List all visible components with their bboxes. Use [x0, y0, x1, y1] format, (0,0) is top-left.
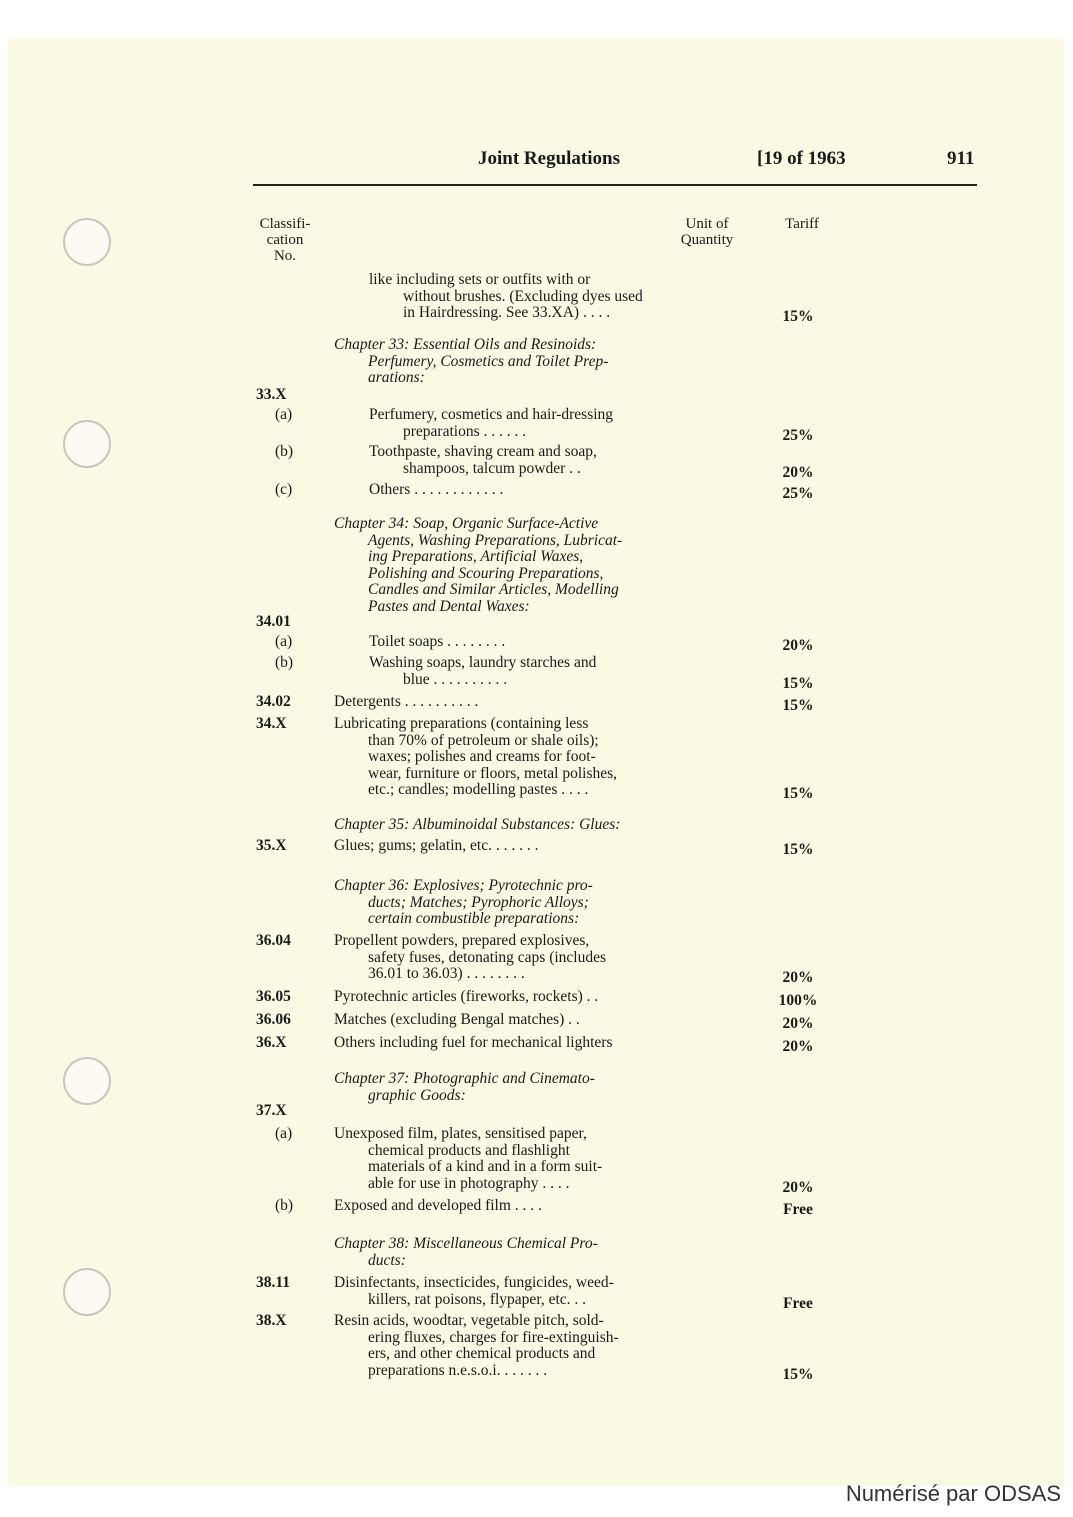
chapter-title	[334, 1236, 660, 1269]
description-line: Perfumery, Cosmetics and Toilet Prep-	[368, 352, 609, 370]
classification-number: 33.X	[256, 386, 287, 403]
description-line: preparations n.e.s.o.i. . . . . . .	[368, 1361, 548, 1379]
description-line: Chapter 36: Explosives; Pyrotechnic pro-	[334, 877, 593, 894]
description-line: 36.01 to 36.03) . . . . . . . .	[368, 965, 525, 982]
description-line: Toilet soaps . . . . . . . .	[369, 633, 506, 650]
punch-hole	[63, 420, 111, 468]
item-description	[334, 1126, 660, 1192]
tariff-value: 25%	[782, 426, 814, 444]
item-description	[334, 694, 660, 711]
description-line: shampoos, talcum powder . .	[403, 459, 581, 477]
item-description	[369, 407, 661, 440]
tariff-value: Free	[783, 1294, 813, 1312]
tariff-value: 20%	[782, 969, 814, 986]
item-description	[369, 482, 661, 499]
item-description	[369, 444, 661, 477]
description-line: Agents, Washing Preparations, Lubricat-	[368, 531, 623, 549]
description-line: Disinfectants, insecticides, fungicides, weed-	[334, 1274, 614, 1291]
description-line: killers, rat poisons, flypaper, etc. . .	[368, 1290, 587, 1308]
digitisation-credit: Numérisé par ODSAS	[845, 1481, 1061, 1506]
description-line: ducts; Matches; Pyrophoric Alloys;	[368, 893, 589, 911]
description-line: Polishing and Scouring Preparations,	[368, 564, 604, 582]
description-line: Lubricating preparations (containing less	[334, 715, 589, 732]
description-line: Propellent powders, prepared explosives,	[334, 932, 590, 949]
item-description	[334, 1012, 660, 1029]
description-line: able for use in photography . . . .	[368, 1174, 570, 1192]
item-description	[334, 1198, 660, 1215]
description-line: Chapter 33: Essential Oils and Resinoids:	[334, 336, 597, 353]
classification-number: 36.04	[256, 932, 291, 949]
description-line: Resin acids, woodtar, vegetable pitch, sold-	[334, 1312, 604, 1329]
chapter-title	[334, 817, 660, 834]
description-line: wear, furniture or floors, metal polishes,	[368, 764, 618, 782]
sub-item-label: (c)	[275, 481, 293, 498]
item-description	[369, 634, 661, 651]
description-line: ing Preparations, Artificial Waxes,	[368, 548, 584, 565]
description-line: Others . . . . . . . . . . . .	[369, 481, 504, 498]
item-description	[369, 272, 661, 322]
item-description	[369, 655, 661, 688]
tariff-value: 15%	[782, 697, 814, 714]
tariff-value: 25%	[782, 485, 814, 502]
classification-number: 36.X	[256, 1034, 287, 1051]
classification-number: 38.X	[256, 1312, 287, 1329]
description-line: blue . . . . . . . . . .	[403, 670, 508, 688]
description-line: Pastes and Dental Waxes:	[368, 597, 530, 615]
col-header-tariff: Tariff	[785, 216, 819, 232]
description-line: materials of a kind and in a form suit-	[368, 1158, 603, 1175]
classification-number: 36.05	[256, 988, 291, 1005]
description-line: in Hairdressing. See 33.XA) . . . .	[403, 304, 611, 321]
description-line: preparations . . . . . .	[403, 422, 527, 440]
item-description	[334, 1035, 660, 1052]
description-line: safety fuses, detonating caps (includes	[368, 948, 607, 966]
tariff-value: 20%	[782, 1015, 814, 1032]
tariff-value: 20%	[782, 1038, 814, 1055]
classification-number: 35.X	[256, 837, 287, 854]
classification-number: 36.06	[256, 1011, 291, 1028]
description-line: chemical products and flashlight	[368, 1141, 570, 1159]
item-description	[334, 1313, 660, 1379]
tariff-value: 20%	[782, 1178, 814, 1196]
sub-item-label: (b)	[275, 654, 294, 671]
col-header-unit: Unit of Quantity	[680, 216, 734, 248]
description-line: Chapter 37: Photographic and Cinemato-	[334, 1070, 595, 1087]
description-line: Unexposed film, plates, sensitised paper,	[334, 1125, 587, 1142]
description-line: Matches (excluding Bengal matches) . .	[334, 1011, 580, 1028]
description-line: ducts:	[368, 1251, 406, 1269]
classification-number: 38.11	[256, 1274, 291, 1291]
tariff-value: 20%	[782, 463, 814, 481]
chapter-title	[334, 516, 660, 615]
description-line: without brushes. (Excluding dyes used	[403, 287, 643, 305]
description-line: Toothpaste, shaving cream and soap,	[369, 443, 597, 460]
description-line: Glues; gums; gelatin, etc. . . . . . .	[334, 837, 539, 854]
description-line: like including sets or outfits with or	[369, 271, 591, 288]
tariff-value: 15%	[782, 674, 814, 692]
description-line: ers, and other chemical products and	[368, 1345, 596, 1362]
description-line: than 70% of petroleum or shale oils);	[368, 731, 599, 749]
sub-item-label: (a)	[275, 406, 293, 423]
sub-item-label: (a)	[275, 633, 293, 650]
description-line: Chapter 38: Miscellaneous Chemical Pro-	[334, 1235, 598, 1252]
chapter-title	[334, 1071, 660, 1104]
classification-number: 37.X	[256, 1102, 287, 1119]
chapter-title	[334, 878, 660, 928]
classification-number: 34.X	[256, 715, 287, 732]
tariff-value: 15%	[782, 1365, 814, 1383]
item-description	[334, 838, 660, 855]
punch-hole	[63, 1268, 111, 1316]
description-line: Candles and Similar Articles, Modelling	[368, 581, 619, 598]
item-description	[334, 933, 660, 983]
description-line: Chapter 34: Soap, Organic Surface-Active	[334, 515, 599, 532]
item-description	[334, 1275, 660, 1308]
page-number: 911	[947, 148, 975, 169]
sub-item-label: (b)	[275, 1197, 294, 1214]
tariff-value: 15%	[782, 785, 814, 802]
classification-number: 34.02	[256, 693, 291, 710]
sub-item-label: (b)	[275, 443, 294, 460]
punch-hole	[63, 1057, 111, 1105]
tariff-value: Free	[783, 1201, 813, 1218]
act-reference: [19 of 1963	[757, 148, 846, 169]
description-line: Exposed and developed film . . . .	[334, 1197, 542, 1214]
description-line: Perfumery, cosmetics and hair-dressing	[369, 406, 614, 423]
tariff-value: 15%	[782, 841, 814, 858]
description-line: Chapter 35: Albuminoidal Substances: Glues:	[334, 816, 621, 833]
tariff-value: 20%	[782, 637, 814, 654]
description-line: arations:	[368, 369, 425, 386]
description-line: Washing soaps, laundry starches and	[369, 654, 597, 671]
item-description	[334, 989, 660, 1006]
description-line: waxes; polishes and creams for foot-	[368, 748, 596, 765]
sub-item-label: (a)	[275, 1125, 293, 1142]
tariff-value: 15%	[782, 308, 814, 325]
description-line: Detergents . . . . . . . . . .	[334, 693, 479, 710]
punch-hole	[63, 218, 111, 266]
description-line: ering fluxes, charges for fire-extinguish-	[368, 1328, 619, 1346]
chapter-title	[334, 337, 660, 387]
tariff-value: 100%	[778, 992, 818, 1009]
description-line: Others including fuel for mechanical lighters	[334, 1034, 613, 1051]
classification-number: 34.01	[256, 613, 291, 630]
description-line: etc.; candles; modelling pastes . . . .	[368, 781, 589, 798]
description-line: Pyrotechnic articles (fireworks, rockets) . .	[334, 988, 599, 1005]
item-description	[334, 716, 660, 799]
description-line: graphic Goods:	[368, 1086, 466, 1104]
running-title: Joint Regulations	[478, 148, 620, 169]
description-line: certain combustible preparations:	[368, 910, 580, 927]
header-rule	[253, 184, 977, 186]
col-header-classification: Classifi- cation No.	[259, 216, 311, 264]
